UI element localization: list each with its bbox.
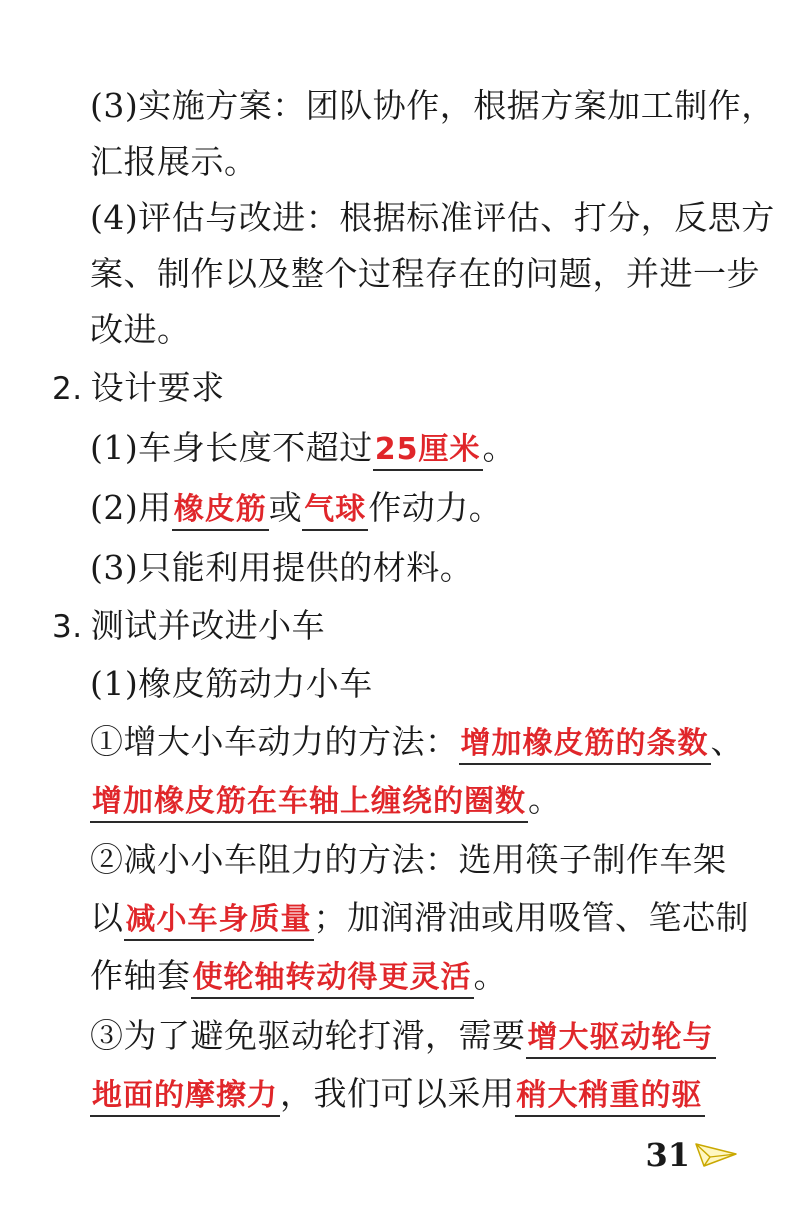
answer-blank: 减小车身质量 — [124, 902, 314, 941]
text-line — [90, 656, 730, 712]
text: 改进。 — [90, 310, 191, 349]
text: 汇报展示。 — [90, 142, 258, 181]
text: ，我们可以采用 — [280, 1074, 515, 1113]
page-footer — [645, 1130, 738, 1180]
text-line — [90, 1008, 730, 1064]
text: ；加润滑油或用吸管、笔芯制 — [313, 898, 749, 937]
text: ②减小小车阻力的方法：选用筷子制作车架 — [90, 840, 727, 879]
answer-blank: 25厘米 — [373, 432, 483, 471]
text: ③为了避免驱动轮打滑，需要 — [90, 1016, 526, 1055]
answer-blank: 橡皮筋 — [172, 492, 269, 531]
answer-blank: 气球 — [302, 492, 368, 531]
section-heading-2 — [52, 360, 692, 416]
text-line — [90, 890, 749, 946]
text-line — [90, 948, 730, 1004]
text-line — [90, 420, 730, 476]
text: ①增大小车动力的方法： — [90, 722, 459, 761]
paper-plane-icon — [694, 1140, 738, 1170]
answer-blank: 增加橡皮筋在车轴上缠绕的圈数 — [90, 784, 528, 823]
section-title: 设计要求 — [90, 368, 225, 407]
text-line — [90, 540, 730, 596]
text: (1)橡皮筋动力小车 — [90, 664, 373, 703]
text-line — [90, 1066, 730, 1122]
text: 。 — [473, 956, 507, 995]
text-line — [90, 134, 730, 190]
text: 作动力。 — [368, 488, 503, 527]
text-line — [90, 480, 730, 536]
answer-blank: 使轮轴转动得更灵活 — [191, 960, 474, 999]
text: (2)用 — [90, 488, 172, 527]
section-heading-3 — [52, 598, 692, 654]
text: 。 — [528, 780, 562, 819]
section-number: 3. — [52, 609, 83, 645]
text-line — [90, 246, 760, 302]
text: (3)实施方案：团队协作，根据方案加工制作， — [90, 86, 775, 125]
answer-blank: 增大驱动轮与 — [526, 1020, 716, 1059]
section-title: 测试并改进小车 — [90, 606, 326, 645]
text: (4)评估与改进：根据标准评估、打分，反思方 — [90, 198, 775, 237]
text-line — [90, 190, 775, 246]
text-line — [90, 302, 730, 358]
answer-blank: 地面的摩擦力 — [90, 1078, 280, 1117]
answer-blank: 稍大稍重的驱 — [515, 1078, 705, 1117]
text: 、 — [710, 722, 744, 761]
text: 以 — [90, 898, 124, 937]
section-number: 2. — [52, 371, 83, 407]
answer-blank: 增加橡皮筋的条数 — [459, 726, 711, 765]
text-line — [90, 714, 744, 770]
text: 案、制作以及整个过程存在的问题，并进一步 — [90, 254, 760, 293]
text: 或 — [268, 488, 303, 527]
text: 作轴套 — [90, 956, 191, 995]
page-number: 31 — [645, 1136, 690, 1174]
text-line — [90, 772, 730, 828]
text-line — [90, 832, 730, 888]
text: (1)车身长度不超过 — [90, 428, 373, 467]
text-line — [90, 78, 775, 134]
text: 。 — [482, 428, 516, 467]
text: (3)只能利用提供的材料。 — [90, 548, 474, 587]
